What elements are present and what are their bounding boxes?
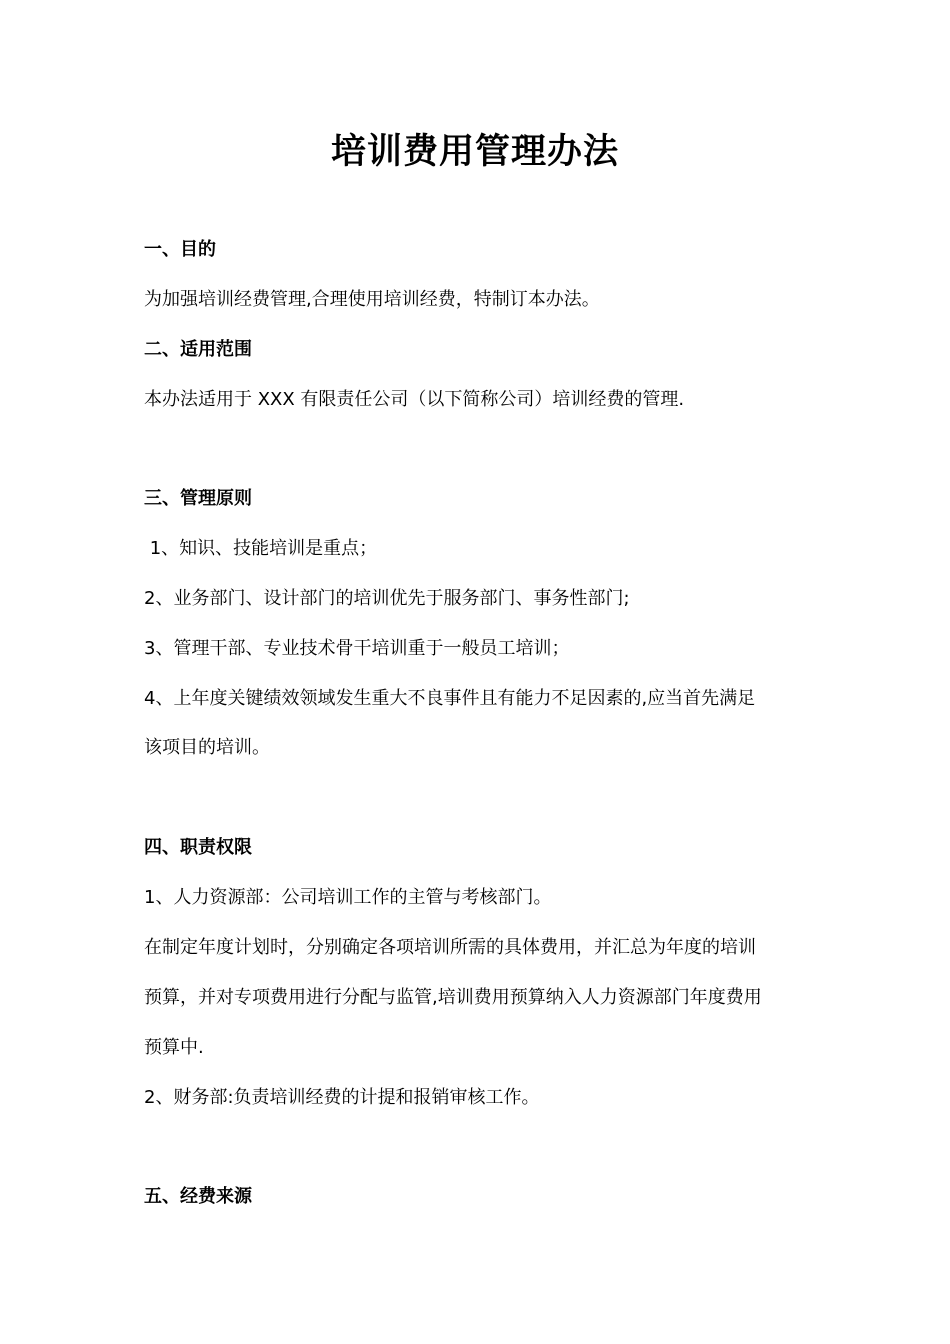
section-heading-purpose: 一、目的 <box>144 239 216 260</box>
paragraph-line: 在制定年度计划时，分别确定各项培训所需的具体费用，并汇总为年度的培训 <box>144 937 756 958</box>
responsibility-item: 2、财务部:负责培训经费的计提和报销审核工作。 <box>144 1087 540 1108</box>
section-heading-scope: 二、适用范围 <box>144 339 252 360</box>
paragraph-line: 预算，并对专项费用进行分配与监管,培训费用预算纳入人力资源部门年度费用 <box>144 987 762 1008</box>
document-title: 培训费用管理办法 <box>330 132 619 172</box>
responsibility-item: 1、人力资源部：公司培训工作的主管与考核部门。 <box>144 887 552 908</box>
section-heading-responsibilities: 四、职责权限 <box>144 837 252 858</box>
principle-item: 4、上年度关键绩效领域发生重大不良事件且有能力不足因素的,应当首先满足 <box>144 688 756 709</box>
section-heading-funding-source: 五、经费来源 <box>144 1186 252 1207</box>
section-heading-principles: 三、管理原则 <box>144 488 252 509</box>
principle-item: 1、知识、技能培训是重点； <box>144 538 378 559</box>
principle-item-continued: 该项目的培训。 <box>144 737 270 758</box>
paragraph-line: 为加强培训经费管理,合理使用培训经费，特制订本办法。 <box>144 289 600 310</box>
paragraph-line: 预算中. <box>144 1037 204 1058</box>
principle-item: 3、管理干部、专业技术骨干培训重于一般员工培训； <box>144 638 570 659</box>
principle-item: 2、业务部门、设计部门的培训优先于服务部门、事务性部门; <box>144 588 630 609</box>
paragraph-line: 本办法适用于 XXX 有限责任公司（以下简称公司）培训经费的管理. <box>144 389 685 410</box>
